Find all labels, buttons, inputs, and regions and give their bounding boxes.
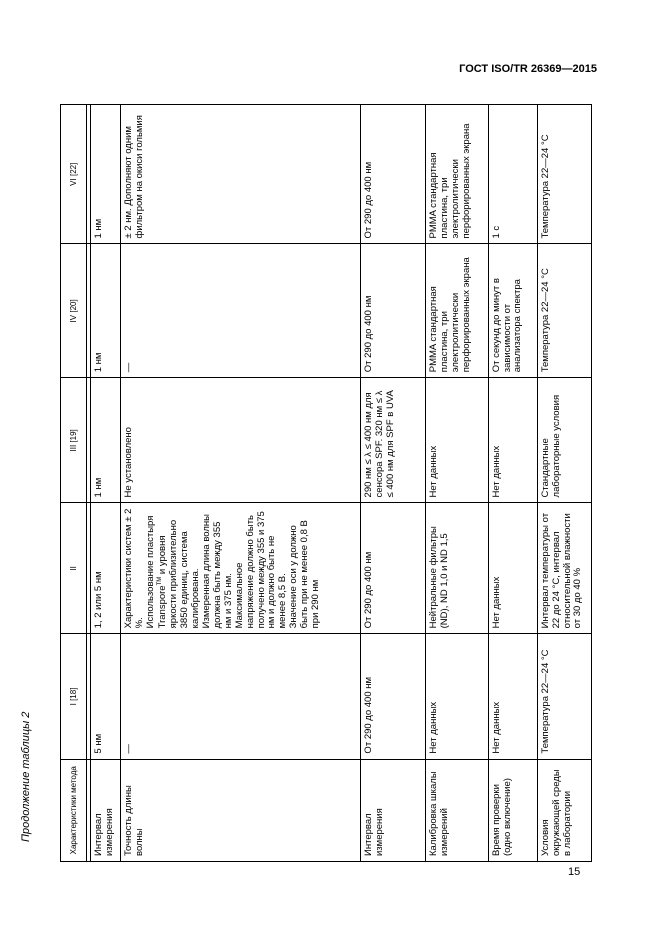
- table-row: [91, 105, 121, 862]
- table-cell: Стандартные лабораторные условия: [537, 378, 591, 503]
- standard-designation: ГОСТ ISO/TR 26369—2015: [459, 63, 597, 75]
- table-cell: От секунд до минут в зависимости от анализатора спектра: [488, 244, 537, 378]
- table-cell: 290 нм ≤ λ ≤ 400 нм для сенсора SPF. 320 нм ≤ λ ≤ 400 нм для SPF в UVA: [361, 378, 426, 503]
- table-row: [121, 105, 361, 862]
- table-header-row: [61, 105, 87, 862]
- table-cell: 1 нм: [91, 378, 121, 503]
- table-cell: Не установлено: [121, 378, 361, 503]
- table-cell: Нет данных: [426, 634, 489, 759]
- table-cell: От 290 до 400 нм: [361, 634, 426, 759]
- table-row: [361, 105, 426, 862]
- row-label: Время проверки (одно включение): [488, 759, 537, 861]
- table-cell: 1 с: [488, 105, 537, 245]
- table-row: [537, 105, 591, 862]
- table-cell: 5 нм: [91, 634, 121, 759]
- table-cell: PMMA стандартная пластина, три электролитически перфорированных экрана: [426, 244, 489, 378]
- comparison-table: [60, 104, 592, 862]
- table-cell: Нет данных: [488, 378, 537, 503]
- table-cell: —: [121, 634, 361, 759]
- cell-paragraph: Максимальное напряжение должно быть получено между 355 и 375 нм и должно быть не менее 8,5 В.: [233, 511, 289, 629]
- table-cell: 1, 2 или 5 нм: [91, 503, 121, 634]
- row-label: Точность длины волны: [121, 759, 361, 861]
- table-cell: Температура 22—24 °C: [537, 244, 591, 378]
- col-header-vi: VI [22]: [61, 105, 87, 245]
- cell-paragraph: Характеристики систем ± 2 %.: [123, 508, 146, 629]
- table-cell: ± 2 нм. Дополняют одним фильтром на окиси гольмия: [121, 105, 361, 245]
- table-row: [426, 105, 489, 862]
- col-header-iii: III [19]: [61, 378, 87, 503]
- table-cell: От 290 до 400 нм: [361, 105, 426, 245]
- table-cell: Нейтральные фильтры (ND), ND 1,0 и ND 1,5: [426, 503, 489, 634]
- table-cell: Нет данных: [488, 634, 537, 759]
- table-caption: Продолжение таблицы 2: [20, 711, 32, 842]
- page-number: 15: [568, 866, 581, 878]
- trademark-mark: TM: [157, 576, 164, 586]
- col-header-i: I [18]: [61, 634, 87, 759]
- col-header-characteristics: Характеристики метода: [61, 759, 87, 861]
- table-cell: PMMA стандартная пластина, три электролитически перфорированных экрана: [426, 105, 489, 245]
- row-label: Интервал измерения: [361, 759, 426, 861]
- table-cell: Интервал температуры от 22 до 24 °C, интервал относительной влажности от 30 до 40 %: [537, 503, 591, 634]
- table-cell: Нет данных: [426, 378, 489, 503]
- cell-paragraph: Использование пластыря Transpore™ и уровня яркости приблизительно 3850 единиц, система калиброванa.: [145, 515, 202, 629]
- table-cell: Температура 22—24 °C: [537, 634, 591, 759]
- row-label: Интервал измерения: [91, 759, 121, 861]
- table-cell: От 290 до 400 нм: [361, 244, 426, 378]
- table-cell: 1 нм: [91, 105, 121, 245]
- col-header-iv: IV [20]: [61, 244, 87, 378]
- cell-paragraph: Значение оси у должно быть при не менее 0,8 В при 290 нм: [288, 520, 322, 629]
- row-label: Калибровка шкалы измерений: [426, 759, 489, 861]
- table-cell: Температура 22—24 °C: [537, 105, 591, 245]
- table-row: [488, 105, 537, 862]
- table-cell: —: [121, 244, 361, 378]
- table-cell-wavelength-accuracy: [121, 503, 361, 634]
- col-header-ii: II: [61, 503, 87, 634]
- table-cell: 1 нм: [91, 244, 121, 378]
- row-label: Условия окружающей среды в лаборатории: [537, 759, 591, 861]
- table-cell: От 290 до 400 нм: [361, 503, 426, 634]
- table-cell: Нет данных: [488, 503, 537, 634]
- cell-paragraph: Измеренная длина волны должна быть между 355 нм и 375 нм.: [200, 514, 234, 629]
